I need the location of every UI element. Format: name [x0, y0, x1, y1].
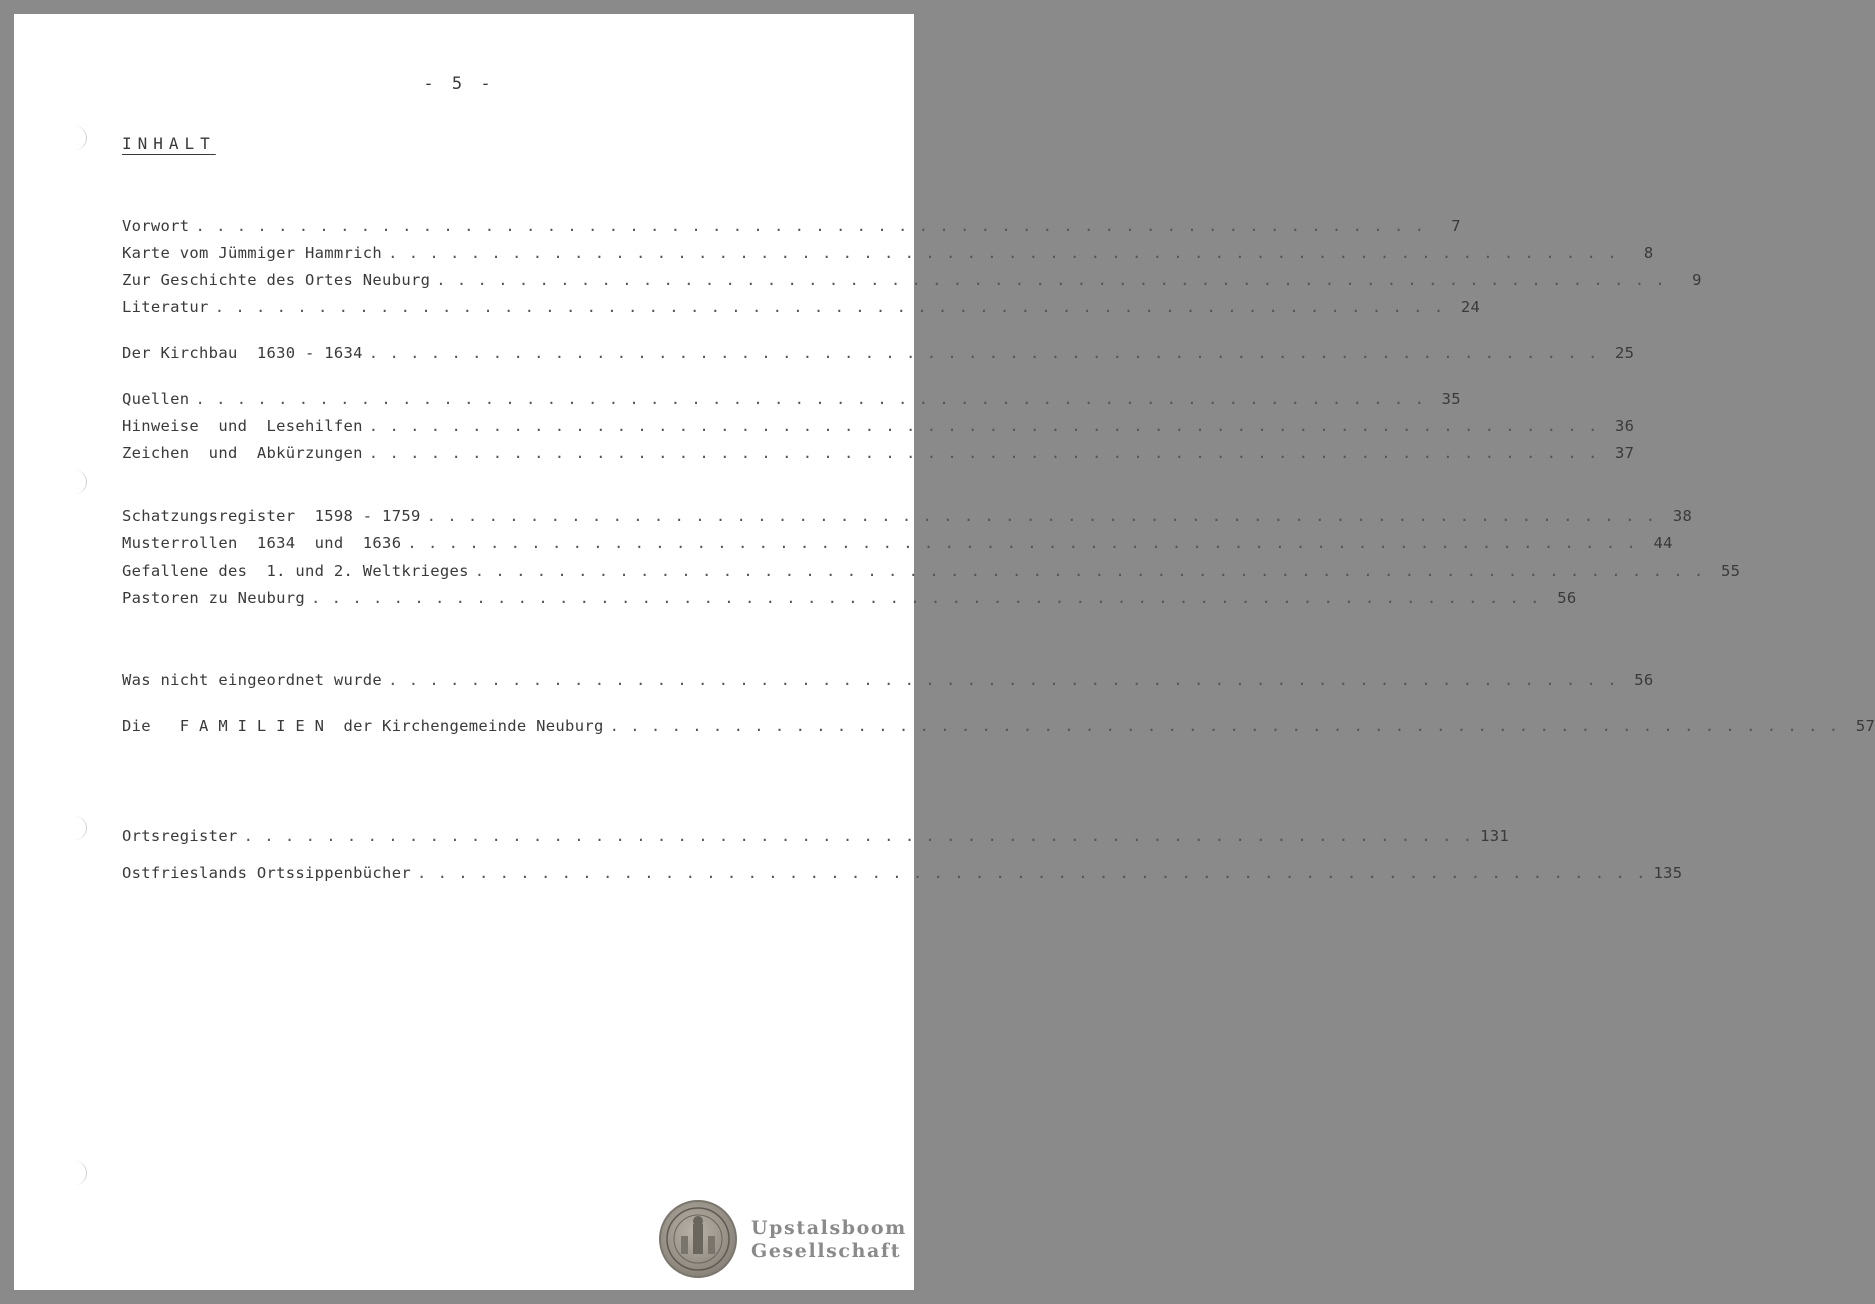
toc-leader-dots: . . . . . . . . . . . . . . . . . . . . . . . . . . . . . . . . . . . . . . . . . . . . . . . . . . . . . . . . . . . . [388, 671, 1618, 689]
toc-entry-title: Quellen [122, 390, 190, 408]
toc-leader-dots: . . . . . . . . . . . . . . . . . . . . . . . . . . . . . . . . . . . . . . . . . . . . . . . . . . . . . . . . . . . . [311, 589, 1541, 607]
toc-entry [122, 671, 1654, 693]
toc-entry [122, 827, 1510, 849]
toc-entry-title: Zeichen und Abkürzungen [122, 444, 363, 462]
toc-entry [122, 344, 1635, 366]
toc-entry-page: 131 [1480, 827, 1510, 845]
upstalsboom-seal-icon [659, 1200, 737, 1278]
toc-entry-title: Vorwort [122, 217, 190, 235]
toc-entry-title: Hinweise und Lesehilfen [122, 417, 363, 435]
toc-entry-page: 24 [1460, 298, 1481, 316]
toc-entry-page: 7 [1451, 217, 1461, 235]
page-number: - 5 - [423, 74, 495, 94]
toc-entry-title: Pastoren zu Neuburg [122, 589, 306, 607]
toc-entry [122, 444, 1635, 466]
punch-hole-mark [72, 126, 87, 150]
toc-entry-page: 57 [1855, 717, 1875, 735]
toc-leader-dots: . . . . . . . . . . . . . . . . . . . . . . . . . . . . . . . . . . . . . . . . . . . . . . . . . . . . . . . . . . . . [416, 864, 1647, 882]
toc-leader-dots: . . . . . . . . . . . . . . . . . . . . . . . . . . . . . . . . . . . . . . . . . . . . . . . . . . . . . . . . . . . . [436, 271, 1666, 289]
toc-entry-page: 44 [1653, 534, 1673, 552]
toc-entry-page: 9 [1692, 271, 1702, 289]
toc-leader-dots: . . . . . . . . . . . . . . . . . . . . . . . . . . . . . . . . . . . . . . . . . . . . . . . . . . . . . . . . . . . . [474, 562, 1705, 580]
toc-entry [122, 390, 1461, 412]
toc-leader-dots: . . . . . . . . . . . . . . . . . . . . . . . . . . . . . . . . . . . . . . . . . . . . . . . . . . . . . . . . . . . . [368, 417, 1599, 435]
toc-leader-dots: . . . . . . . . . . . . . . . . . . . . . . . . . . . . . . . . . . . . . . . . . . . . . . . . . . . . . . . . . . . . [407, 534, 1637, 552]
toc-leader-dots: . . . . . . . . . . . . . . . . . . . . . . . . . . . . . . . . . . . . . . . . . . . . . . . . . . . . . . . . . . . . [214, 298, 1445, 316]
toc-leader-dots: . . . . . . . . . . . . . . . . . . . . . . . . . . . . . . . . . . . . . . . . . . . . . . . . . . . . . . . . . . . . [195, 390, 1425, 408]
toc-entry-title: Ostfrieslands Ortssippenbücher [122, 864, 411, 882]
toc-entry-page: 8 [1643, 244, 1654, 262]
toc-entry [122, 864, 1683, 886]
toc-entry [122, 534, 1673, 556]
logo-line-2: Gesellschaft [751, 1240, 902, 1262]
toc-entry [122, 417, 1635, 439]
toc-entry-title: Ortsregister [122, 827, 238, 845]
toc-entry-title: Literatur [122, 298, 209, 316]
logo-line-1: Upstalsboom [751, 1217, 907, 1239]
toc-leader-dots: . . . . . . . . . . . . . . . . . . . . . . . . . . . . . . . . . . . . . . . . . . . . . . . . . . . . . . . . . . . . [243, 827, 1474, 845]
toc-entry-title: Zur Geschichte des Ortes Neuburg [122, 271, 431, 289]
page-title: INHALT [122, 134, 216, 153]
toc-entry-page: 35 [1441, 390, 1461, 408]
punch-hole-mark [72, 816, 87, 840]
toc-entry-title: Gefallene des 1. und 2. Weltkrieges [122, 562, 469, 580]
toc-entry-title: Karte vom Jümmiger Hammrich [122, 244, 383, 262]
toc-entry-page: 56 [1634, 671, 1654, 689]
toc-entry-title: Die F A M I L I E N der Kirchengemeinde Neuburg [122, 717, 604, 735]
punch-hole-mark [72, 470, 87, 494]
toc-entry [122, 507, 1693, 529]
toc-entry-page: 55 [1720, 562, 1741, 580]
toc-entry [122, 298, 1481, 320]
toc-entry-title: Musterrollen 1634 und 1636 [122, 534, 402, 552]
toc-entry-page: 37 [1615, 444, 1635, 462]
toc-entry-page: 135 [1653, 864, 1683, 882]
toc-entry [122, 244, 1654, 266]
toc-entry-page: 38 [1672, 507, 1693, 525]
toc-entry-title: Was nicht eingeordnet wurde [122, 671, 383, 689]
toc-entry [122, 589, 1577, 611]
toc-leader-dots: . . . . . . . . . . . . . . . . . . . . . . . . . . . . . . . . . . . . . . . . . . . . . . . . . . . . . . . . . . . . [388, 244, 1618, 262]
toc-leader-dots: . . . . . . . . . . . . . . . . . . . . . . . . . . . . . . . . . . . . . . . . . . . . . . . . . . . . . . . . . . . . [195, 217, 1425, 235]
toc-entry-page: 36 [1615, 417, 1635, 435]
toc-leader-dots: . . . . . . . . . . . . . . . . . . . . . . . . . . . . . . . . . . . . . . . . . . . . . . . . . . . . . . . . . . . . [609, 717, 1840, 735]
toc-leader-dots: . . . . . . . . . . . . . . . . . . . . . . . . . . . . . . . . . . . . . . . . . . . . . . . . . . . . . . . . . . . . [426, 507, 1657, 525]
toc-leader-dots: . . . . . . . . . . . . . . . . . . . . . . . . . . . . . . . . . . . . . . . . . . . . . . . . . . . . . . . . . . . . [368, 344, 1599, 362]
publisher-logo-text [751, 1217, 907, 1263]
toc-entry [122, 562, 1741, 584]
toc-entry [122, 217, 1461, 239]
toc-entry-title: Der Kirchbau 1630 - 1634 [122, 344, 363, 362]
toc-leader-dots: . . . . . . . . . . . . . . . . . . . . . . . . . . . . . . . . . . . . . . . . . . . . . . . . . . . . . . . . . . . . [368, 444, 1599, 462]
document-page [14, 14, 1875, 1290]
toc-entry-title: Schatzungsregister 1598 - 1759 [122, 507, 421, 525]
toc-entry [122, 271, 1702, 293]
punch-hole-mark [72, 1161, 87, 1185]
toc-entry-page: 25 [1615, 344, 1635, 362]
toc-entry [122, 717, 1875, 739]
toc-entry-page: 56 [1557, 589, 1577, 607]
